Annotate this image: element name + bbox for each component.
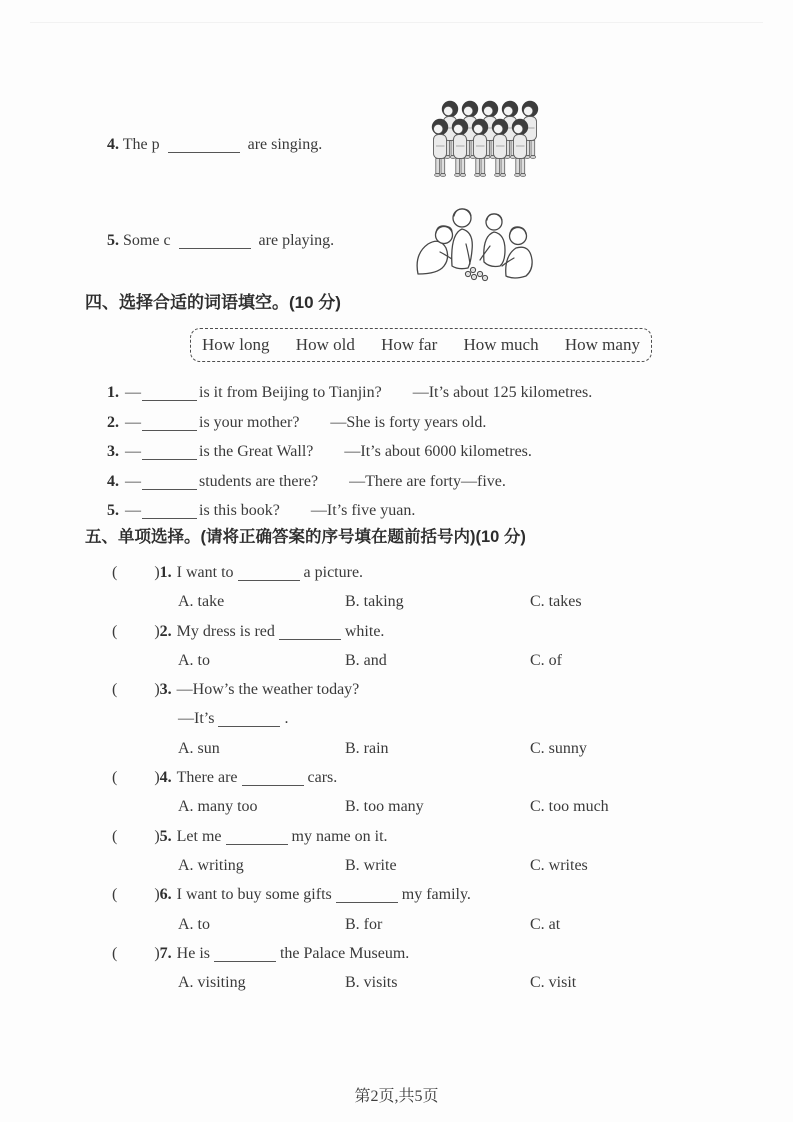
bracket-close: ) [154,944,160,962]
fill-question [107,496,793,526]
question-text-post: my family. [401,886,471,904]
mc-question [0,822,793,851]
option-c: C. too much [530,798,609,816]
bracket-close: ) [154,827,160,845]
answer-blank [142,457,197,460]
section4-questions [107,378,793,526]
answer-blank [168,150,240,153]
question-number: 4. [107,136,119,153]
question-text: is your mother? [199,413,300,431]
question-number: 4. [107,472,119,490]
question-number: 3. [107,443,119,460]
question-text-pre: He is [176,944,210,962]
option-a: A. sun [178,739,220,757]
answer-blank [142,428,197,431]
answer-blank [142,487,197,490]
dash: — [125,384,141,401]
question-text-pre: I want to [176,564,234,581]
dash: — [125,472,141,490]
option-b: B. taking [345,593,404,611]
option-b: B. and [345,651,387,669]
answer-text: —It’s five yuan. [310,502,416,519]
fill-question [107,467,793,497]
answer-blank [242,783,304,786]
bracket-close: ) [154,886,160,904]
vocab-question-5 [107,231,334,251]
option-b: B. too many [345,798,424,816]
bracket-close: ) [154,769,160,787]
question-number: 2. [107,413,119,431]
fill-question [107,437,793,467]
question-number: 4. [159,769,172,787]
option-a: A. to [178,651,210,669]
option-a: A. writing [178,856,244,874]
mc-options [0,734,793,763]
answer-blank [238,578,300,581]
option-a: A. to [178,915,210,933]
dash: — [125,443,141,460]
mc-question [0,880,793,909]
option-a: A. visiting [178,974,246,992]
answer-blank [336,900,398,903]
mc-options [0,587,793,616]
mc-options [0,646,793,675]
answer-text: —There are forty—five. [349,472,506,490]
question-text-post: my name on it. [291,827,388,845]
option-c: C. of [530,651,562,669]
option-b: B. for [345,915,383,933]
question-number: 1. [159,564,172,581]
answer-text: —It’s about 125 kilometres. [412,384,593,401]
question-text: students are there? [199,472,319,490]
answer-blank [218,724,280,727]
question-text-pre: My dress is red [176,622,275,640]
section-multiple-choice [0,526,793,997]
question-number: 6. [159,886,172,904]
question-text-pre: The p [122,136,160,153]
dash: — [125,502,141,519]
option-c: C. at [530,915,561,933]
question-text-pre: —It’s [178,710,215,728]
option-b: B. visits [345,974,398,992]
page-footer: 第2页,共5页 [354,1088,439,1105]
question-text-post: a picture. [303,564,364,581]
question-number: 3. [159,681,172,699]
answer-blank [179,246,251,249]
word-bank-item: How long [202,335,270,354]
question-text-post: cars. [307,769,338,787]
answer-blank [142,516,197,519]
question-text-post: the Palace Museum. [279,944,410,962]
question-number: 5. [107,502,119,519]
fill-question [107,378,793,408]
question-number: 5. [107,232,119,249]
question-number: 1. [107,384,119,401]
option-c: C. sunny [530,739,587,757]
answer-blank [226,842,288,845]
bracket-close: ) [154,564,160,581]
vocab-question-4 [107,135,322,155]
bracket-open: ( [112,886,118,904]
mc-question [0,558,793,587]
mc-question [0,675,793,704]
fill-question [107,408,793,438]
mc-question [0,763,793,792]
option-c: C. takes [530,593,582,611]
option-b: B. rain [345,739,389,757]
question-text-post: . [284,710,289,728]
section5-heading: 五、单项选择。(请将正确答案的序号填在题前括号内)(10 分) [85,528,526,546]
mc-options [0,968,793,997]
bracket-close: ) [154,681,160,699]
answer-text: —It’s about 6000 kilometres. [344,443,532,460]
bracket-open: ( [112,944,118,962]
bracket-open: ( [112,827,118,845]
mc-question [0,939,793,968]
bracket-open: ( [112,622,118,640]
dash: — [125,413,141,431]
mc-options [0,792,793,821]
question-text-pre: I want to buy some gifts [176,886,332,904]
question-text-post: white. [344,622,385,640]
answer-blank [214,959,276,962]
option-c: C. visit [530,974,577,992]
children-playing-image [410,202,542,288]
bracket-open: ( [112,769,118,787]
question-intro: —How’s the weather today? [176,681,360,699]
option-a: A. take [178,593,225,611]
word-bank-item: How far [381,335,438,354]
mc-options [0,851,793,880]
bracket-close: ) [154,622,160,640]
question-text-post: are singing. [247,136,323,153]
question-text-pre: Some c [123,232,171,249]
mc-options [0,910,793,939]
option-b: B. write [345,856,397,874]
top-divider [30,22,763,23]
mc-questions [0,558,793,997]
answer-blank [279,637,341,640]
word-bank-item: How old [295,335,355,354]
question-number: 7. [159,944,172,962]
question-number: 5. [159,827,172,845]
word-bank-item: How much [463,335,539,354]
question-text-pre: There are [176,769,238,787]
section-word-fill [0,292,793,526]
question-text: is it from Beijing to Tianjin? [199,384,382,401]
answer-text: —She is forty years old. [330,413,487,431]
option-a: A. many too [178,798,258,816]
word-bank-box [190,328,652,362]
word-bank-item: How many [564,335,640,354]
bracket-open: ( [112,681,118,699]
question-text-pre: Let me [176,827,222,845]
question-text-post: are playing. [258,232,335,249]
bracket-open: ( [112,564,118,581]
question-number: 2. [159,622,172,640]
question-text: is the Great Wall? [199,443,314,460]
mc-question-line2 [0,704,793,733]
answer-blank [142,398,197,401]
question-text: is this book? [199,502,280,519]
mc-question [0,617,793,646]
choir-singing-image [424,98,548,192]
option-c: C. writes [530,856,588,874]
section4-heading: 四、选择合适的词语填空。(10 分) [85,293,341,312]
